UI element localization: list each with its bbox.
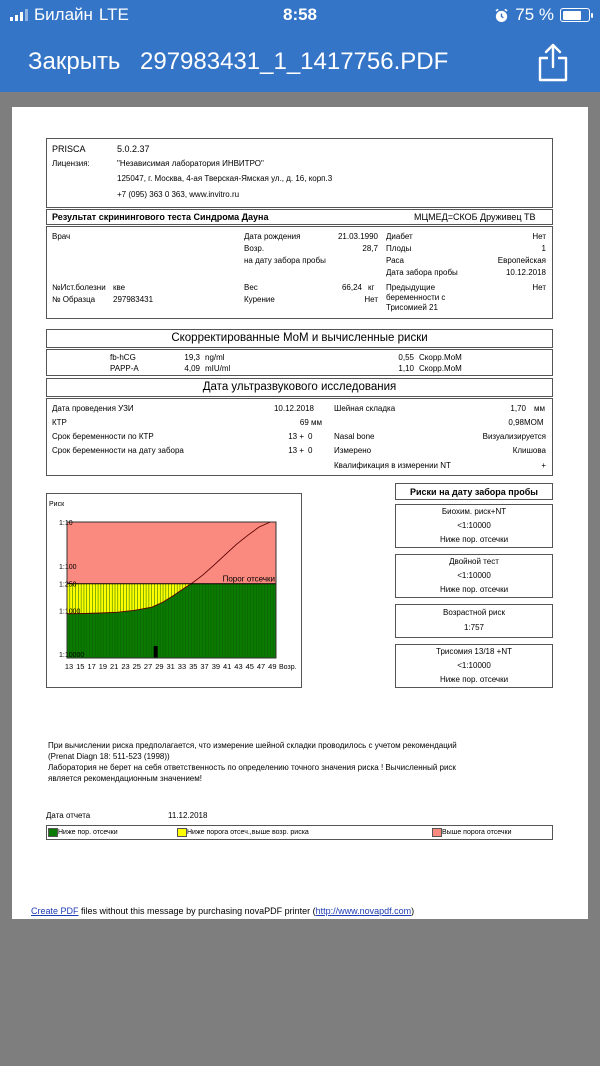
ga-sample-label: Срок беременности на дату забора <box>52 446 184 455</box>
risk-card-title: Двойной тест <box>449 557 499 566</box>
clock: 8:58 <box>282 5 318 24</box>
measured-label: Измерено <box>334 446 372 455</box>
x-tick-label: 49 <box>268 662 277 671</box>
x-tick-label: 21 <box>110 662 119 671</box>
report-date-label: Дата отчета <box>46 811 91 820</box>
weight-value: 66,24 <box>341 283 362 292</box>
result-title: Результат скринингового теста Синдрома Дауна <box>52 212 269 222</box>
legend-between-label: Ниже порога отсеч.,выше возр. риска <box>187 829 309 836</box>
birthdate-label: Дата рождения <box>244 232 301 241</box>
nt-label: Шейная складка <box>334 404 396 413</box>
us-date-value: 10.12.2018 <box>273 404 314 413</box>
y-axis-label: Риск <box>49 501 65 508</box>
risk-card-value: 1:757 <box>463 623 485 632</box>
us-date-label: Дата проведения УЗИ <box>52 404 134 413</box>
risk-card-value: <1:10000 <box>457 661 491 670</box>
x-tick-label: 31 <box>166 662 175 671</box>
ktr-label: КТР <box>52 418 67 427</box>
history-value: кве <box>113 283 126 292</box>
ga-ktr-days: 0 <box>308 432 313 441</box>
risk-chart <box>46 493 302 688</box>
mom-row-value: 19,3 <box>184 353 200 362</box>
report-date-value: 11.12.2018 <box>168 811 208 820</box>
license-name: "Независимая лаборатория ИНВИТРО" <box>117 159 264 168</box>
document-title: 297983431_1_1417756.PDF <box>140 48 449 75</box>
nt-mom-value: 0,98 <box>508 418 524 427</box>
risks-title: Риски на дату забора пробы <box>410 487 538 497</box>
alarm-icon <box>494 8 509 23</box>
diabetes-label: Диабет <box>386 232 413 241</box>
ultrasound-section-title: Дата ультразвукового исследования <box>46 378 553 397</box>
lab-name: МЦМЕД=СКОБ Друживец ТВ <box>414 212 536 222</box>
qual-value: + <box>541 461 546 470</box>
history-label: №Ист.болезни <box>52 283 106 292</box>
risk-card-note: Ниже пор. отсечки <box>439 585 509 594</box>
nt-mom-unit: МОМ <box>524 418 544 427</box>
close-button[interactable]: Закрыть <box>28 48 121 75</box>
nt-value: 1,70 <box>510 404 526 413</box>
mom-row-name: PAPP-A <box>110 364 139 373</box>
risk-card-title: Биохим. риск+NT <box>441 507 507 516</box>
mom-row-mom-label: Скорр.МоМ <box>419 364 462 373</box>
diabetes-value: Нет <box>532 232 546 241</box>
age-label: Возр. <box>244 244 265 253</box>
lab-contacts: +7 (095) 363 0 363, www.invitro.ru <box>117 190 240 199</box>
prev-label-1: Предыдущие <box>386 283 436 292</box>
legend-above-label: Выше порога отсечки <box>442 829 512 836</box>
x-tick-label: 17 <box>87 662 96 671</box>
network-type: LTE <box>98 5 129 24</box>
x-tick-label: 45 <box>245 662 254 671</box>
sample-no-value: 297983431 <box>113 295 154 304</box>
risk-card-title: Трисомия 13/18 +NT <box>436 647 512 656</box>
ga-sample-weeks: 13 + <box>288 446 304 455</box>
sample-no-label: № Образца <box>52 295 96 304</box>
fetuses-value: 1 <box>541 244 546 253</box>
legend-below-label: Ниже пор. отсечки <box>58 829 118 836</box>
ga-sample-days: 0 <box>308 446 313 455</box>
risk-card-title: Возрастной риск <box>443 608 505 617</box>
mom-row-value: 4,09 <box>184 364 200 373</box>
ktr-value: 69 мм <box>299 418 322 427</box>
measured-value: Клишова <box>512 446 546 455</box>
battery-level <box>563 11 582 20</box>
lab-address: 125047, г. Москва, 4-ая Тверская-Ямская ул., д. 16, корп.3 <box>117 174 333 183</box>
sample-date-label: Дата забора пробы <box>386 268 458 277</box>
y-tick-label: 1:10 <box>59 520 73 527</box>
nasal-value: Визуализируется <box>482 432 546 441</box>
x-tick-label: 27 <box>143 662 153 671</box>
ga-ktr-label: Срок беременности по КТР <box>52 432 154 441</box>
status-bar <box>0 0 600 32</box>
race-label: Раса <box>386 256 404 265</box>
risk-card-note: Ниже пор. отсечки <box>439 535 509 544</box>
license-label: Лицензия: <box>52 159 90 168</box>
cutoff-label: Порог отсечки <box>222 574 275 584</box>
battery-percent: 75 % <box>515 5 554 24</box>
birthdate-value: 21.03.1990 <box>337 232 378 241</box>
nt-unit: мм <box>534 404 545 413</box>
race-value: Европейская <box>497 256 546 265</box>
note-line-3: Лаборатория не берет на себя ответственность по определению точного значения риска ! Вычисленный риск <box>48 763 456 772</box>
footer-text: files without this message by purchasing novaPDF printer ( <box>78 906 316 916</box>
novapdf-link[interactable]: http://www.novapdf.com <box>315 906 412 916</box>
mom-row-unit: ng/ml <box>205 353 225 362</box>
mom-section-title: Скорректированные МоМ и вычисленные риски <box>46 329 553 348</box>
nasal-label: Nasal bone <box>334 432 375 441</box>
weight-label: Вес <box>244 283 258 292</box>
weight-unit: кг <box>368 283 375 292</box>
ga-ktr-weeks: 13 + <box>288 432 304 441</box>
legend-swatch-between <box>177 828 187 837</box>
risk-card-value: <1:10000 <box>457 521 491 530</box>
y-tick-label: 1:100 <box>59 564 77 572</box>
create-pdf-link[interactable]: Create PDF <box>31 906 79 916</box>
risk-card-value: <1:10000 <box>457 571 491 580</box>
mom-row-mom: 1,10 <box>398 364 414 373</box>
y-tick-label: 1:250 <box>59 581 77 589</box>
x-tick-label: 47 <box>256 662 266 671</box>
x-tick-label: 37 <box>200 662 209 671</box>
prev-value: Нет <box>532 283 546 292</box>
age-value: 28,7 <box>362 244 378 253</box>
x-tick-label: 15 <box>76 662 85 671</box>
app-version: 5.0.2.37 <box>117 144 150 154</box>
x-tick-label: 19 <box>98 662 108 671</box>
prev-label-2: беременности с <box>386 293 446 302</box>
y-tick-label: 1:10000 <box>59 652 85 659</box>
footer <box>31 906 414 916</box>
pdf-page <box>12 107 588 919</box>
note-line-2: (Prenat Diagn 18: 511-523 (1998)) <box>48 752 170 761</box>
note-line-4: является рекомендационным значением! <box>48 774 202 783</box>
smoking-label: Курение <box>244 295 275 304</box>
x-tick-label: 41 <box>222 662 232 671</box>
risk-card-note: Ниже пор. отсечки <box>439 675 509 684</box>
x-tick-label: 35 <box>189 662 198 671</box>
doctor-label: Врач <box>52 232 71 241</box>
x-tick-label: 13 <box>64 662 74 671</box>
share-icon[interactable] <box>536 42 570 82</box>
y-tick-label: 1:1000 <box>59 608 81 616</box>
prev-label-3: Трисомией 21 <box>386 303 438 312</box>
note-line-1: При вычислении риска предполагается, что измерение шейной складки проводилось с учетом рекомендаций <box>48 741 457 750</box>
x-tick-label: 33 <box>177 662 187 671</box>
battery-icon <box>560 8 590 22</box>
x-tick-label: 25 <box>132 662 141 671</box>
x-tick-label: 29 <box>155 662 164 671</box>
mom-row-mom-label: Скорр.МоМ <box>419 353 462 362</box>
age-sub-label: на дату забора пробы <box>244 256 326 265</box>
mom-row-name: fb-hCG <box>110 353 136 362</box>
smoking-value: Нет <box>364 295 378 304</box>
mom-row-mom: 0,55 <box>398 353 414 362</box>
qual-label: Квалификация в измерении NT <box>334 461 451 470</box>
mom-row-unit: mIU/ml <box>205 364 231 373</box>
risk-chart-svg <box>47 494 301 687</box>
x-tick-label: 23 <box>121 662 130 671</box>
x-tick-label: 43 <box>234 662 243 671</box>
x-axis-label: Возр. <box>279 664 297 671</box>
carrier-name: Билайн <box>34 5 93 24</box>
nav-bar <box>0 32 600 92</box>
footer-end: ) <box>411 906 415 916</box>
x-tick-label: 39 <box>211 662 221 671</box>
legend-swatch-above <box>432 828 442 837</box>
patient-marker <box>154 646 158 658</box>
app-name: PRISCA <box>52 144 86 154</box>
sample-date-value: 10.12.2018 <box>505 268 546 277</box>
legend-swatch-below <box>48 828 58 837</box>
fetuses-label: Плоды <box>386 244 412 253</box>
